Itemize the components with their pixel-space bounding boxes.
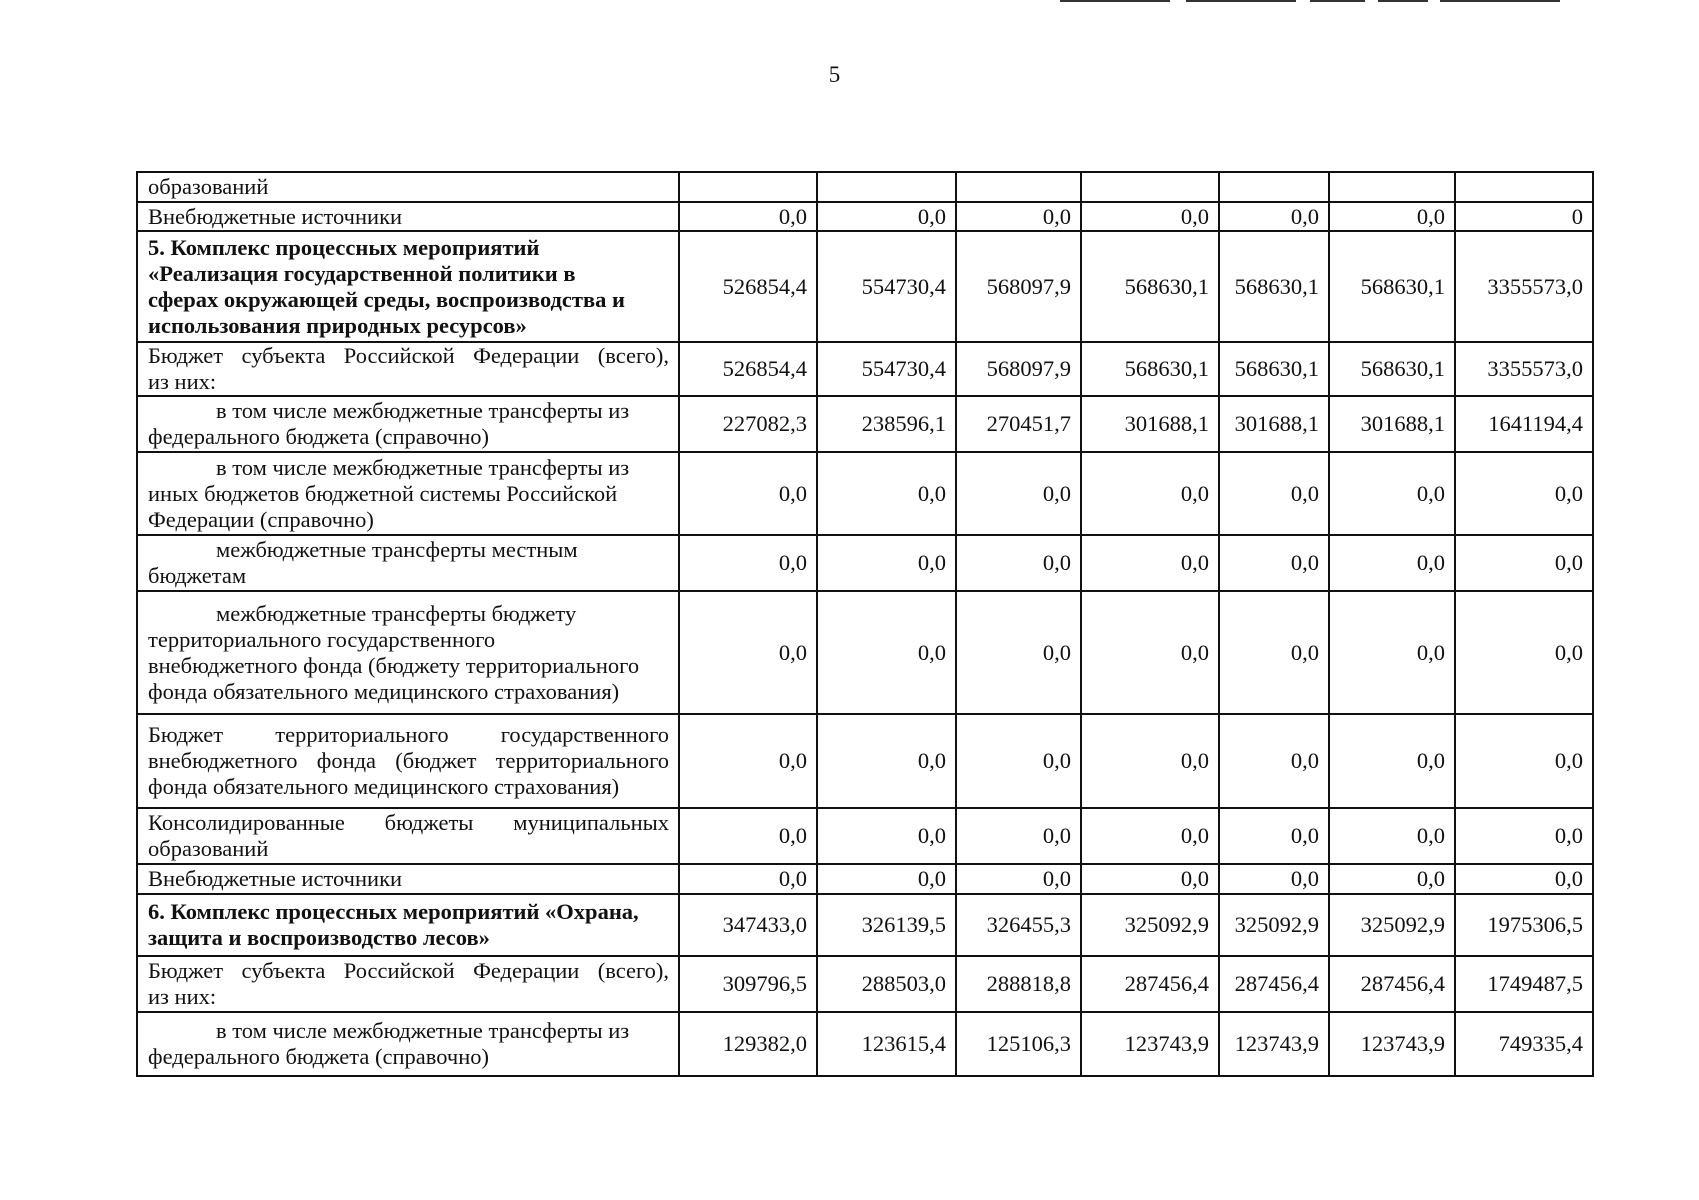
row-label-line: образований <box>148 174 269 199</box>
row-label-line: межбюджетные трансферты местным <box>216 537 578 562</box>
table-row <box>137 894 1593 956</box>
value-cell <box>679 172 817 202</box>
value-cell: 568630,1 <box>1081 231 1219 342</box>
table-row <box>137 396 1593 452</box>
table-row <box>137 1012 1593 1076</box>
value-cell: 0,0 <box>1219 535 1329 591</box>
value-cell: 288503,0 <box>817 956 956 1012</box>
value-cell: 0,0 <box>956 591 1081 714</box>
row-label-line: из них: <box>148 984 217 1009</box>
value-cell: 554730,4 <box>817 231 956 342</box>
value-cell: 287456,4 <box>1081 956 1219 1012</box>
row-label-line: территориального государственного <box>148 626 496 652</box>
row-label-line: Федерации (справочно) <box>148 506 374 532</box>
value-cell: 0,0 <box>1329 452 1455 535</box>
value-cell: 0,0 <box>1219 591 1329 714</box>
value-cell: 309796,5 <box>679 956 817 1012</box>
value-cell: 3355573,0 <box>1455 342 1593 396</box>
value-cell: 123743,9 <box>1219 1012 1329 1076</box>
value-cell: 0,0 <box>1081 808 1219 864</box>
value-cell: 0,0 <box>1219 452 1329 535</box>
row-label-line: защита и воспроизводство лесов» <box>148 925 490 950</box>
value-cell: 0,0 <box>1329 714 1455 808</box>
value-cell: 568630,1 <box>1219 231 1329 342</box>
row-label <box>137 1012 679 1076</box>
row-label-line: внебюджетного фонда (бюджету территориального <box>148 652 640 678</box>
value-cell: 0 <box>1455 202 1593 231</box>
value-cell: 0,0 <box>679 591 817 714</box>
row-label-line: в том числе межбюджетные трансферты из <box>216 454 630 480</box>
row-label <box>137 535 679 591</box>
row-label <box>137 894 679 956</box>
value-cell: 0,0 <box>1219 714 1329 808</box>
row-label <box>137 231 679 342</box>
value-cell: 238596,1 <box>817 396 956 452</box>
value-cell <box>1219 172 1329 202</box>
value-cell <box>1455 172 1593 202</box>
table-row <box>137 342 1593 396</box>
value-cell: 0,0 <box>956 535 1081 591</box>
value-cell: 0,0 <box>1081 714 1219 808</box>
table-row <box>137 202 1593 231</box>
value-cell: 0,0 <box>956 452 1081 535</box>
value-cell: 270451,7 <box>956 396 1081 452</box>
value-cell: 0,0 <box>1219 202 1329 231</box>
value-cell: 0,0 <box>679 714 817 808</box>
row-label-line: Бюджет субъекта Российской Федерации (всего), <box>148 958 669 983</box>
value-cell: 0,0 <box>817 202 956 231</box>
value-cell: 123743,9 <box>1329 1012 1455 1076</box>
row-label <box>137 396 679 452</box>
table-row <box>137 714 1593 808</box>
value-cell: 0,0 <box>956 808 1081 864</box>
value-cell: 0,0 <box>817 452 956 535</box>
row-label-line: 6. Комплекс процессных мероприятий «Охрана, <box>148 899 639 924</box>
row-label-line: межбюджетные трансферты бюджету <box>216 600 577 626</box>
value-cell: 568630,1 <box>1081 342 1219 396</box>
value-cell: 0,0 <box>817 864 956 894</box>
value-cell: 1749487,5 <box>1455 956 1593 1012</box>
value-cell: 526854,4 <box>679 231 817 342</box>
value-cell: 0,0 <box>1329 202 1455 231</box>
scan-header-marks <box>1060 0 1560 3</box>
value-cell: 0,0 <box>1081 591 1219 714</box>
row-label <box>137 864 679 894</box>
row-label-line: Консолидированные бюджеты муниципальных <box>148 810 669 835</box>
row-label-line: федерального бюджета (справочно) <box>148 424 489 449</box>
row-label <box>137 956 679 1012</box>
value-cell: 0,0 <box>1081 535 1219 591</box>
row-label <box>137 591 679 714</box>
value-cell: 0,0 <box>817 714 956 808</box>
value-cell: 0,0 <box>1329 864 1455 894</box>
value-cell <box>1081 172 1219 202</box>
row-label-line: федерального бюджета (справочно) <box>148 1044 489 1069</box>
value-cell: 123615,4 <box>817 1012 956 1076</box>
table-row <box>137 956 1593 1012</box>
row-label-line: внебюджетного фонда (бюджет территориального <box>148 748 669 773</box>
row-label-line: бюджетам <box>148 563 247 588</box>
value-cell: 1975306,5 <box>1455 894 1593 956</box>
table-row <box>137 864 1593 894</box>
row-label-line: использования природных ресурсов» <box>148 312 527 338</box>
row-label <box>137 452 679 535</box>
value-cell: 0,0 <box>1455 714 1593 808</box>
value-cell: 325092,9 <box>1329 894 1455 956</box>
table-row <box>137 808 1593 864</box>
row-label-line: сферах окружающей среды, воспроизводства и <box>148 286 625 312</box>
row-label-line: иных бюджетов бюджетной системы Российской <box>148 480 618 506</box>
value-cell: 568630,1 <box>1329 342 1455 396</box>
row-label-line: Внебюджетные источники <box>148 203 403 229</box>
value-cell: 0,0 <box>1455 808 1593 864</box>
value-cell: 0,0 <box>817 591 956 714</box>
value-cell: 0,0 <box>817 808 956 864</box>
budget-table-body <box>137 172 1593 1076</box>
row-label-line: «Реализация государственной политики в <box>148 260 576 286</box>
row-label <box>137 202 679 231</box>
row-label-line: Внебюджетные источники <box>148 866 403 891</box>
value-cell: 227082,3 <box>679 396 817 452</box>
value-cell: 1641194,4 <box>1455 396 1593 452</box>
value-cell: 0,0 <box>1081 452 1219 535</box>
value-cell: 0,0 <box>679 864 817 894</box>
value-cell: 0,0 <box>817 535 956 591</box>
row-label-line: 5. Комплекс процессных мероприятий <box>148 234 540 260</box>
value-cell: 568630,1 <box>1329 231 1455 342</box>
value-cell: 301688,1 <box>1081 396 1219 452</box>
value-cell: 0,0 <box>956 202 1081 231</box>
value-cell: 301688,1 <box>1329 396 1455 452</box>
value-cell: 749335,4 <box>1455 1012 1593 1076</box>
table-row <box>137 452 1593 535</box>
row-label <box>137 714 679 808</box>
row-label-line: Бюджет территориального государственного <box>148 722 669 747</box>
value-cell: 568630,1 <box>1219 342 1329 396</box>
budget-table <box>136 171 1594 1077</box>
value-cell: 123743,9 <box>1081 1012 1219 1076</box>
row-label-line: фонда обязательного медицинского страхования) <box>148 774 620 799</box>
value-cell: 0,0 <box>1329 591 1455 714</box>
value-cell: 325092,9 <box>1081 894 1219 956</box>
value-cell: 0,0 <box>679 808 817 864</box>
value-cell: 287456,4 <box>1219 956 1329 1012</box>
row-label <box>137 808 679 864</box>
value-cell: 288818,8 <box>956 956 1081 1012</box>
value-cell: 125106,3 <box>956 1012 1081 1076</box>
row-label-line: фонда обязательного медицинского страхования) <box>148 678 620 704</box>
value-cell <box>956 172 1081 202</box>
row-label-line: в том числе межбюджетные трансферты из <box>216 1018 630 1043</box>
value-cell: 0,0 <box>1219 808 1329 864</box>
value-cell: 0,0 <box>1455 591 1593 714</box>
value-cell: 0,0 <box>679 535 817 591</box>
value-cell: 568097,9 <box>956 342 1081 396</box>
value-cell <box>1329 172 1455 202</box>
value-cell: 0,0 <box>1329 535 1455 591</box>
value-cell: 0,0 <box>1455 535 1593 591</box>
table-row <box>137 231 1593 342</box>
value-cell: 0,0 <box>1219 864 1329 894</box>
value-cell: 0,0 <box>956 714 1081 808</box>
value-cell: 0,0 <box>679 452 817 535</box>
value-cell: 3355573,0 <box>1455 231 1593 342</box>
value-cell: 0,0 <box>1455 864 1593 894</box>
value-cell: 0,0 <box>956 864 1081 894</box>
value-cell: 0,0 <box>679 202 817 231</box>
table-row <box>137 172 1593 202</box>
value-cell: 568097,9 <box>956 231 1081 342</box>
value-cell: 0,0 <box>1081 202 1219 231</box>
value-cell: 325092,9 <box>1219 894 1329 956</box>
value-cell: 0,0 <box>1329 808 1455 864</box>
value-cell: 347433,0 <box>679 894 817 956</box>
row-label-line: в том числе межбюджетные трансферты из <box>216 398 630 423</box>
table-row <box>137 591 1593 714</box>
value-cell: 287456,4 <box>1329 956 1455 1012</box>
row-label-line: из них: <box>148 369 217 394</box>
row-label-line: Бюджет субъекта Российской Федерации (всего), <box>148 343 669 368</box>
value-cell: 129382,0 <box>679 1012 817 1076</box>
value-cell: 326455,3 <box>956 894 1081 956</box>
value-cell: 554730,4 <box>817 342 956 396</box>
value-cell: 526854,4 <box>679 342 817 396</box>
row-label-line: образований <box>148 836 269 861</box>
row-label <box>137 342 679 396</box>
value-cell: 0,0 <box>1081 864 1219 894</box>
row-label <box>137 172 679 202</box>
value-cell: 326139,5 <box>817 894 956 956</box>
value-cell <box>817 172 956 202</box>
page-number: 5 <box>828 62 841 87</box>
table-row <box>137 535 1593 591</box>
value-cell: 0,0 <box>1455 452 1593 535</box>
value-cell: 301688,1 <box>1219 396 1329 452</box>
